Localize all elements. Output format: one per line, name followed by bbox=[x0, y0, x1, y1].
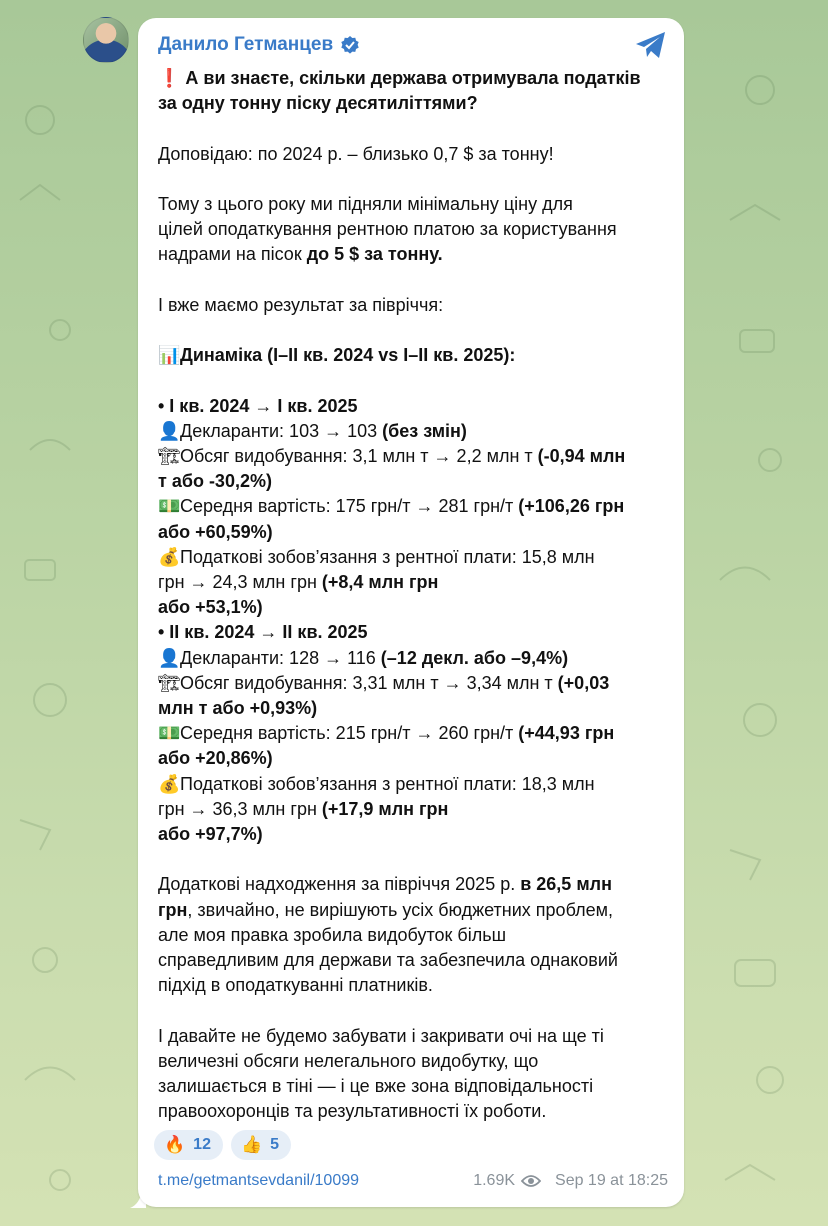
revenue-line-2: , звичайно, не вирішують усіх бюджетних проблем, bbox=[187, 899, 613, 920]
q1-tax-1: Податкові зобов’язання з рентної плати: 15,8 млн bbox=[180, 546, 595, 567]
crane-icon: 🏗 bbox=[158, 672, 181, 693]
q1-declarants-change: (без змін) bbox=[382, 420, 467, 441]
view-count: 1.69K bbox=[473, 1172, 516, 1189]
reactions-bar bbox=[154, 1130, 291, 1160]
revenue-line-5: підхід в оподаткуванні платників. bbox=[158, 975, 433, 996]
revenue-line-1: Додаткові надходження за півріччя 2025 р. bbox=[158, 874, 521, 895]
reaction-count: 12 bbox=[193, 1136, 211, 1153]
message-text bbox=[158, 66, 670, 1124]
reaction-count: 5 bbox=[270, 1136, 280, 1153]
author-avatar[interactable] bbox=[83, 17, 129, 63]
money-bag-icon: 💰 bbox=[158, 546, 181, 567]
revenue-line-4: справедливим для держави та забезпечила однаковий bbox=[158, 950, 618, 971]
q2-volume: Обсяг видобування: 3,31 млн т → 3,34 млн т bbox=[180, 672, 558, 693]
result-intro: І вже маємо результат за півріччя: bbox=[158, 294, 444, 315]
closing-line-2: величезні обсяги нелегального видобутку, що bbox=[158, 1050, 539, 1071]
message-header bbox=[158, 32, 360, 58]
q2-tax-2: грн → 36,3 млн грн bbox=[158, 798, 322, 819]
q2-tax-change-2: або +97,7%) bbox=[158, 824, 263, 845]
revenue-line-3: але моя правка зробила видобуток більш bbox=[158, 924, 507, 945]
person-icon: 👤 bbox=[158, 647, 181, 668]
q1-declarants: Декларанти: 103 → 103 bbox=[180, 420, 383, 441]
q1-tax-change-1: (+8,4 млн грн bbox=[321, 571, 439, 592]
q1-volume-change-1: (-0,94 млн bbox=[537, 445, 626, 466]
eye-icon bbox=[521, 1174, 541, 1188]
answer-line: Доповідаю: по 2024 р. – близько 0,7 $ за тонну! bbox=[158, 143, 554, 164]
revenue-line-1-bold: в 26,5 млн bbox=[520, 874, 612, 895]
q2-tax-1: Податкові зобов’язання з рентної плати: 18,3 млн bbox=[180, 773, 595, 794]
intro-line-1: ❗ А ви знаєте, скільки держава отримувала податків bbox=[158, 68, 641, 88]
q1-tax-change-2: або +53,1%) bbox=[158, 597, 263, 618]
verified-badge-icon bbox=[340, 35, 360, 55]
paragraph-price-3: надрами на пісок bbox=[158, 244, 307, 265]
crane-icon: 🏗 bbox=[158, 445, 181, 466]
q2-declarants-change: (–12 декл. або –9,4%) bbox=[380, 647, 569, 668]
q1-price: Середня вартість: 175 грн/т → 281 грн/т bbox=[180, 496, 519, 517]
q2-price-change-1: (+44,93 грн bbox=[518, 723, 615, 744]
q2-declarants: Декларанти: 128 → 116 bbox=[180, 647, 381, 668]
message-footer bbox=[158, 1172, 668, 1194]
q1-volume: Обсяг видобування: 3,1 млн т → 2,2 млн т bbox=[180, 445, 538, 466]
post-link[interactable]: t.me/getmantsevdanil/10099 bbox=[158, 1172, 360, 1189]
paragraph-price-1: Тому з цього року ми підняли мінімальну ціну для bbox=[158, 193, 573, 214]
reaction-fire[interactable] bbox=[154, 1130, 223, 1160]
q1-heading: • І кв. 2024 → І кв. 2025 bbox=[158, 395, 358, 416]
q2-price: Середня вартість: 215 грн/т → 260 грн/т bbox=[180, 723, 519, 744]
message-bubble bbox=[138, 18, 684, 1207]
person-icon: 👤 bbox=[158, 420, 181, 441]
intro-line-2: за одну тонну піску десятиліттями? bbox=[158, 93, 478, 114]
q2-price-change-2: або +20,86%) bbox=[158, 748, 273, 769]
paragraph-price-2: цілей оподаткування рентною платою за користування bbox=[158, 219, 617, 240]
q1-tax-2: грн → 24,3 млн грн bbox=[158, 571, 322, 592]
q2-volume-change-1: (+0,03 bbox=[557, 672, 610, 693]
message-meta bbox=[473, 1172, 668, 1190]
closing-line-4: правоохоронців та результативності їх роботи. bbox=[158, 1101, 547, 1122]
paragraph-price-3-bold: до 5 $ за тонну. bbox=[306, 244, 443, 265]
fire-icon: 🔥 bbox=[164, 1135, 186, 1154]
money-note-icon: 💵 bbox=[158, 723, 181, 744]
q1-price-change-1: (+106,26 грн bbox=[518, 496, 625, 517]
q2-heading: • ІІ кв. 2024 → ІІ кв. 2025 bbox=[158, 622, 368, 643]
closing-line-1: І давайте не будемо забувати і закривати очі на ще ті bbox=[158, 1025, 604, 1046]
chart-icon: 📊 bbox=[158, 345, 181, 366]
q1-price-change-2: або +60,59%) bbox=[158, 521, 273, 542]
money-note-icon: 💵 bbox=[158, 496, 181, 517]
author-name[interactable]: Данило Гетманцев bbox=[158, 34, 334, 55]
q1-volume-change-2: т або -30,2%) bbox=[158, 471, 272, 492]
share-icon[interactable] bbox=[634, 30, 668, 60]
post-date: Sep 19 at 18:25 bbox=[555, 1172, 668, 1189]
money-bag-icon: 💰 bbox=[158, 773, 181, 794]
q2-volume-change-2: млн т або +0,93%) bbox=[158, 698, 318, 718]
q2-tax-change-1: (+17,9 млн грн bbox=[321, 798, 449, 819]
closing-line-3: залишається в тіні — і це вже зона відповідальності bbox=[158, 1076, 594, 1097]
thumbs-up-icon: 👍 bbox=[240, 1135, 263, 1154]
dynamics-title: Динаміка (І–ІІ кв. 2024 vs І–ІІ кв. 2025): bbox=[180, 345, 516, 366]
revenue-line-2-bold: грн bbox=[158, 899, 188, 920]
reaction-thumbs-up[interactable] bbox=[231, 1130, 291, 1160]
